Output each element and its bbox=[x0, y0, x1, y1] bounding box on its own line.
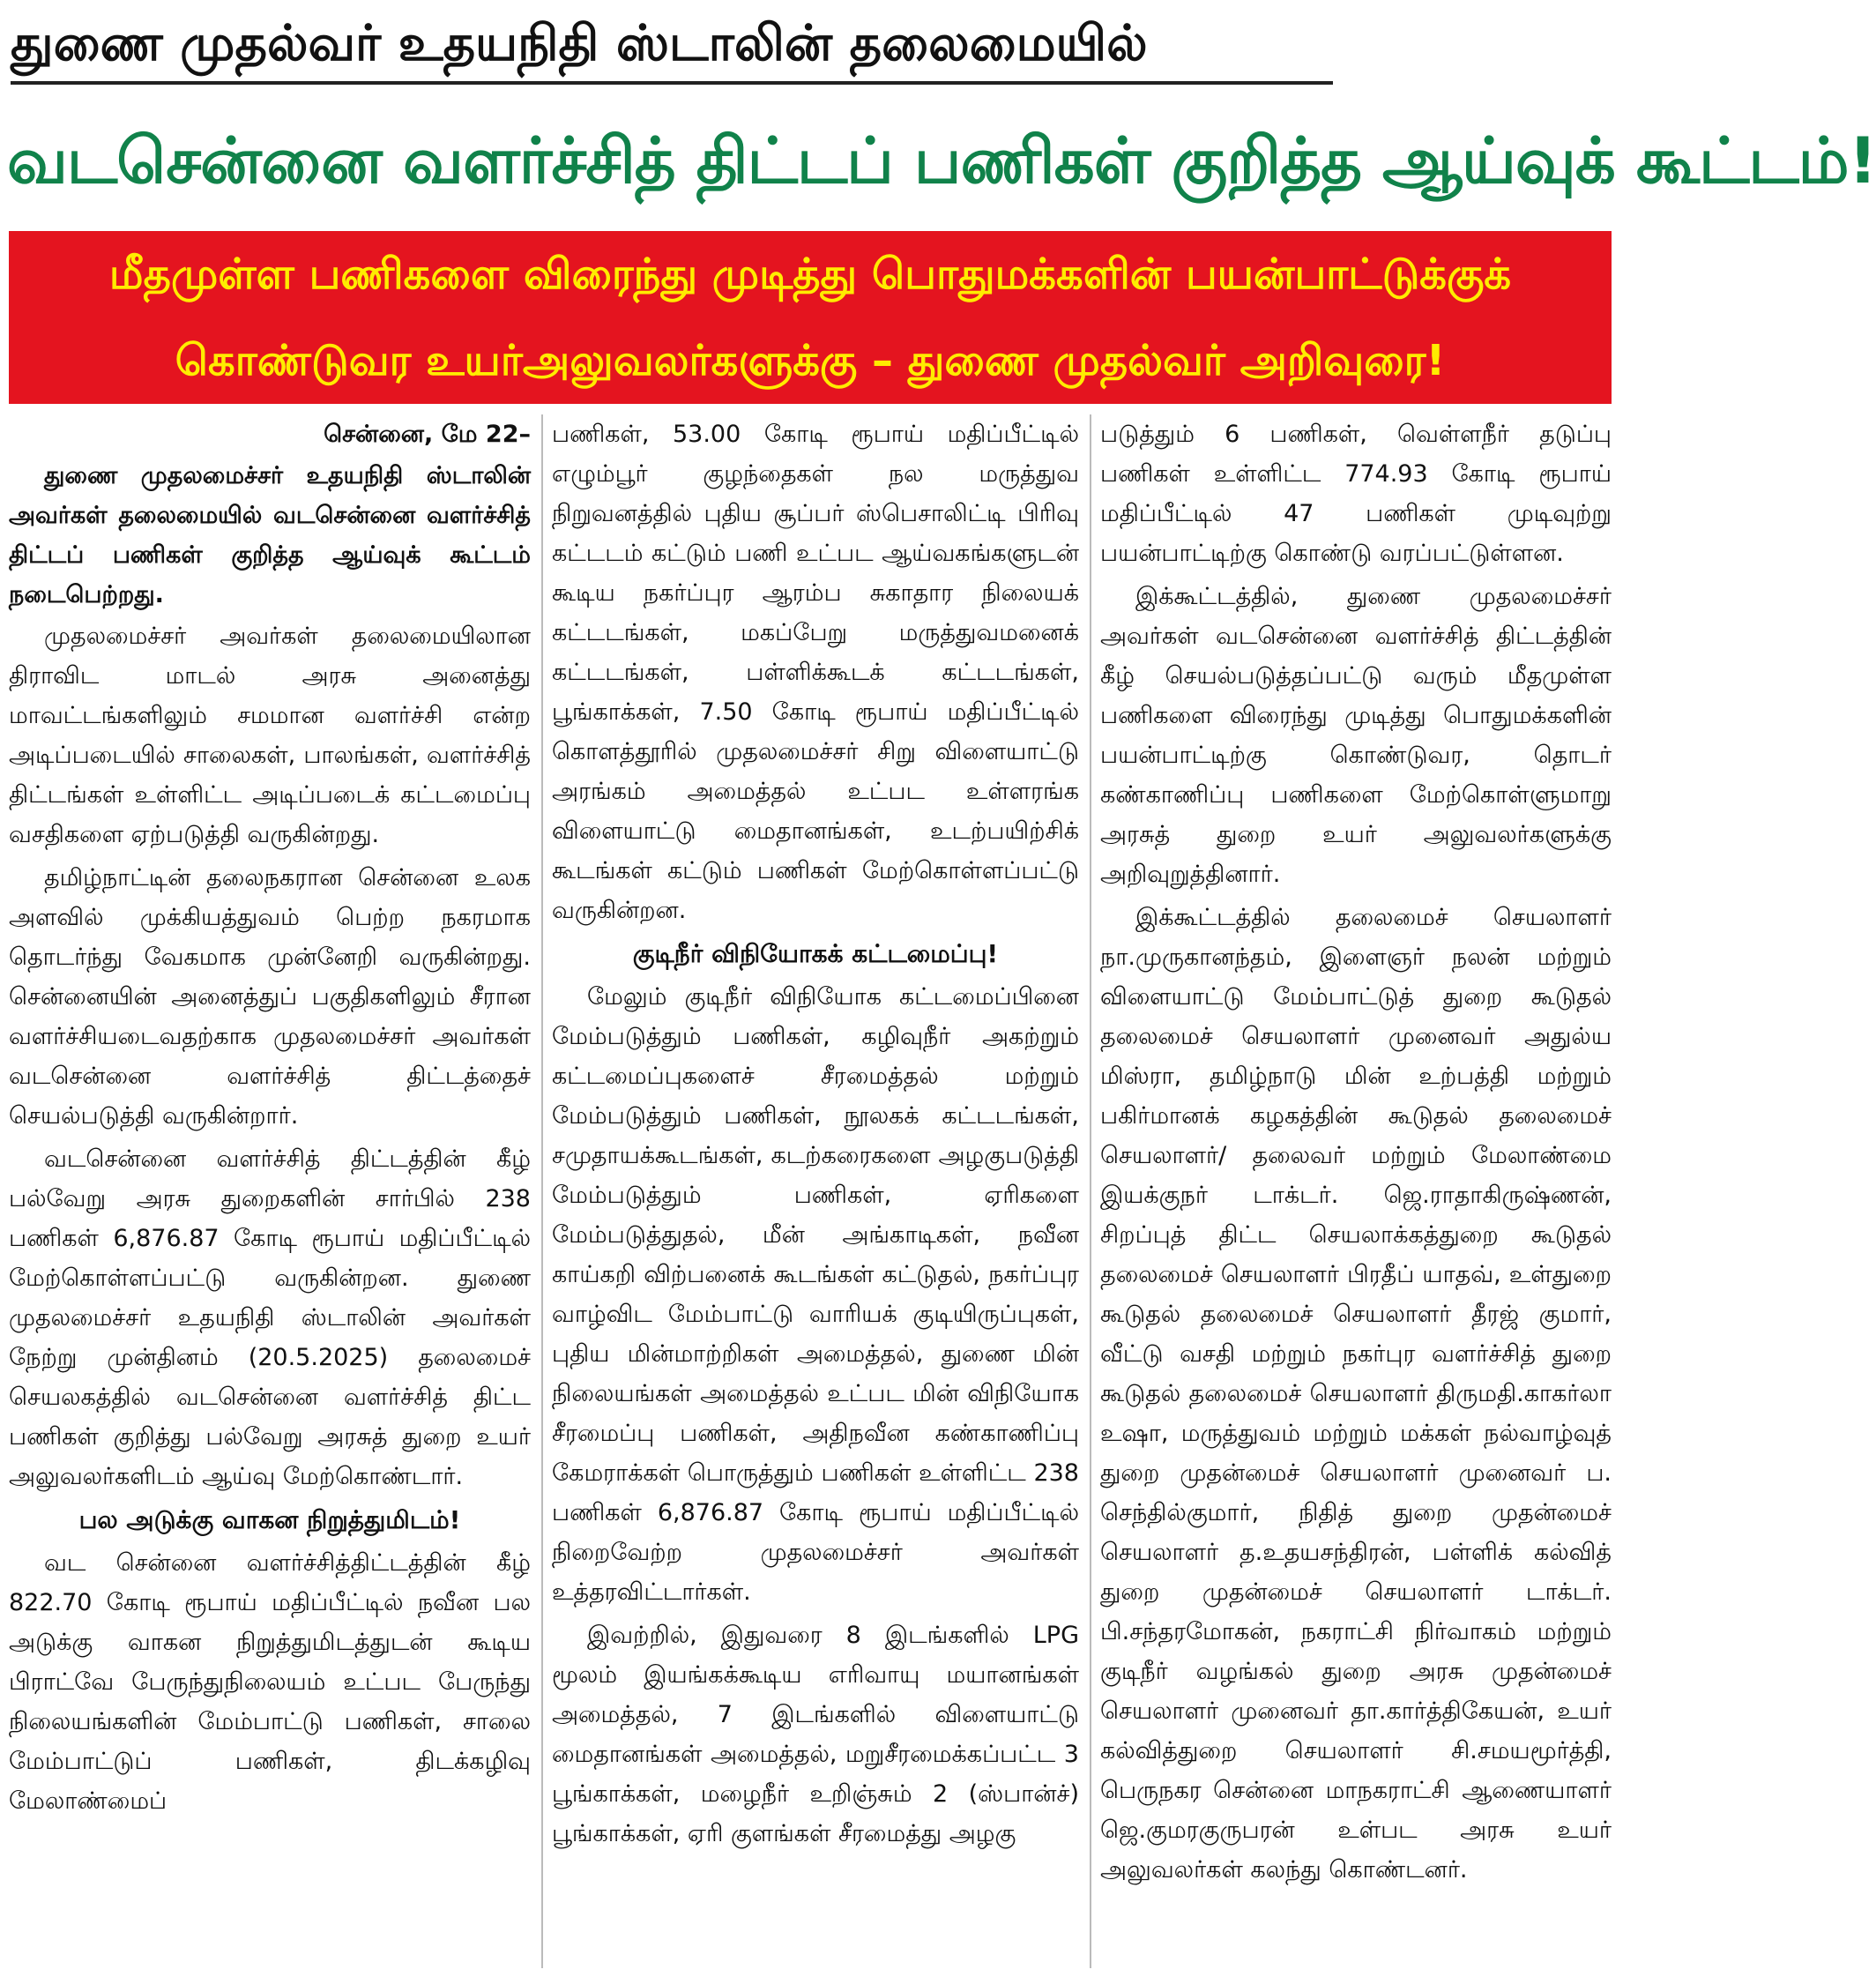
main-headline: வடசென்னை வளர்ச்சித் திட்டப் பணிகள் குறித்த ஆய்வுக் கூட்டம்! bbox=[7, 123, 1876, 198]
body-paragraph: படுத்தும் 6 பணிகள், வெள்ளநீர் தடுப்பு பணிகள் உள்ளிட்ட 774.93 கோடி ரூபாய் மதிப்பீட்டில் 47 பணிகள் முடிவுற்று பயன்பாட்டிற்கு கொண்டு வரப்பட்டுள்ளன. bbox=[1100, 421, 1612, 567]
body-paragraph: பணிகள், 53.00 கோடி ரூபாய் மதிப்பீட்டில் எழும்பூர் குழந்தைகள் நல மருத்துவ நிறுவனத்தில் புதிய சூப்பர் ஸ்பெசாலிட்டி பிரிவு கட்டடம் கட்டும் பணி உட்பட ஆய்வகங்களுடன் கூடிய நகர்ப்புர ஆரம்ப சுகாதார நிலையக் கட்டடங்கள், மகப்பேறு மருத்துவமனைக் கட்டடங்கள், பள்ளிக்கூடக் கட்டடங்கள், பூங்காக்கள், 7.50 கோடி ரூபாய் மதிப்பீட்டில் கொளத்தூரில் முதலமைச்சர் சிறு விளையாட்டு அரங்கம் அமைத்தல் உட்பட உள்ளரங்க விளையாட்டு மைதானங்கள், உடற்பயிற்சிக் கூடங்கள் கட்டும் பணிகள் மேற்கொள்ளப்பட்டு வருகின்றன. bbox=[552, 421, 1079, 924]
column-3 bbox=[1100, 414, 1612, 1968]
body-paragraph: மேலும் குடிநீர் விநியோக கட்டமைப்பினை மேம்படுத்தும் பணிகள், கழிவுநீர் அகற்றும் கட்டமைப்புகளைச் சீரமைத்தல் மற்றும் மேம்படுத்தும் பணிகள், நூலகக் கட்டடங்கள், சமுதாயக்கூடங்கள், கடற்கரைகளை அழகுபடுத்தி மேம்படுத்தும் பணிகள், ஏரிகளை மேம்படுத்துதல், மீன் அங்காடிகள், நவீன காய்கறி விற்பனைக் கூடங்கள் கட்டுதல், நகர்ப்புர வாழ்விட மேம்பாட்டு வாரியக் குடியிருப்புகள், புதிய மின்மாற்றிகள் அமைத்தல், துணை மின் நிலையங்கள் அமைத்தல் உட்பட மின் விநியோக சீரமைப்பு பணிகள், அதிநவீன கண்காணிப்பு கேமராக்கள் பொருத்தும் பணிகள் உள்ளிட்ட 238 பணிகள் 6,876.87 கோடி ரூபாய் மதிப்பீட்டில் நிறைவேற்ற முதலமைச்சர் அவர்கள் உத்தரவிட்டார்கள். bbox=[552, 983, 1079, 1606]
body-paragraph: இவற்றில், இதுவரை 8 இடங்களில் LPG மூலம் இயங்கக்கூடிய எரிவாயு மயானங்கள் அமைத்தல், 7 இடங்களில் விளையாட்டு மைதானங்கள் அமைத்தல், மறுசீரமைக்கப்பட்ட 3 பூங்காக்கள், மழைநீர் உறிஞ்சும் 2 (ஸ்பான்ச்) பூங்காக்கள், ஏரி குளங்கள் சீரமைத்து அழகு bbox=[552, 1622, 1079, 1847]
body-paragraph: இக்கூட்டத்தில், துணை முதலமைச்சர் அவர்கள் வடசென்னை வளர்ச்சித் திட்டத்தின் கீழ் செயல்படுத்தப்பட்டு வரும் மீதமுள்ள பணிகளை விரைந்து முடித்து பொதுமக்களின் பயன்பாட்டிற்கு கொண்டுவர, தொடர் கண்காணிப்பு பணிகளை மேற்கொள்ளுமாறு அரசுத் துறை உயர் அலுவலர்களுக்கு அறிவுறுத்தினார். bbox=[1100, 583, 1612, 888]
body-paragraph: வட சென்னை வளர்ச்சித்திட்டத்தின் கீழ் 822.70 கோடி ரூபாய் மதிப்பீட்டில் நவீன பல அடுக்கு வாகன நிறுத்துமிடத்துடன் கூடிய பிராட்வே பேருந்துநிலையம் உட்பட பேருந்து நிலையங்களின் மேம்பாட்டு பணிகள், சாலை மேம்பாட்டுப் பணிகள், திடக்கழிவு மேலாண்மைப் bbox=[9, 1549, 531, 1815]
body-paragraph: இக்கூட்டத்தில் தலைமைச் செயலாளர் நா.முருகானந்தம், இளைஞர் நலன் மற்றும் விளையாட்டு மேம்பாட்டுத் துறை கூடுதல் தலைமைச் செயலாளர் முனைவர் அதுல்ய மிஸ்ரா, தமிழ்நாடு மின் உற்பத்தி மற்றும் பகிர்மானக் கழகத்தின் கூடுதல் தலைமைச் செயலாளர்/ தலைவர் மற்றும் மேலாண்மை இயக்குநர் டாக்டர். ஜெ.ராதாகிருஷ்ணன், சிறப்புத் திட்ட செயலாக்கத்துறை கூடுதல் தலைமைச் செயலாளர் பிரதீப் யாதவ், உள்துறை கூடுதல் தலைமைச் செயலாளர் தீரஜ் குமார், வீட்டு வசதி மற்றும் நகர்புர வளர்ச்சித் துறை கூடுதல் தலைமைச் செயலாளர் திருமதி.காகர்லா உஷா, மருத்துவம் மற்றும் மக்கள் நல்வாழ்வுத் துறை முதன்மைச் செயலாளர் முனைவர் ப. செந்தில்குமார், நிதித் துறை முதன்மைச் செயலாளர் த.உதயசந்திரன், பள்ளிக் கல்வித் துறை முதன்மைச் செயலாளர் டாக்டர். பி.சந்தரமோகன், நகராட்சி நிர்வாகம் மற்றும் குடிநீர் வழங்கல் துறை அரசு முதன்மைச் செயலாளர் முனைவர் தா.கார்த்திகேயன், உயர் கல்வித்துறை செயலாளர் சி.சமயமூர்த்தி, பெருநகர சென்னை மாநகராட்சி ஆணையாளர் ஜெ.குமரகுருபரன் உள்பட அரசு உயர் அலுவலர்கள் கலந்து கொண்டனர். bbox=[1100, 904, 1612, 1884]
subheading: குடிநீர் விநியோகக் கட்டமைப்பு! bbox=[632, 939, 999, 968]
deck-banner bbox=[9, 231, 1612, 404]
body-paragraph: வடசென்னை வளர்ச்சித் திட்டத்தின் கீழ் பல்வேறு அரசு துறைகளின் சார்பில் 238 பணிகள் 6,876.87 கோடி ரூபாய் மதிப்பீட்டில் மேற்கொள்ளப்பட்டு வருகின்றன. துணை முதலமைச்சர் உதயநிதி ஸ்டாலின் அவர்கள் நேற்று முன்தினம் (20.5.2025) தலைமைச் செயலகத்தில் வடசென்னை வளர்ச்சித் திட்ட பணிகள் குறித்து பல்வேறு அரசுத் துறை உயர் அலுவலர்களிடம் ஆய்வு மேற்கொண்டார். bbox=[9, 1145, 531, 1490]
dateline: சென்னை, மே 22– bbox=[324, 421, 531, 448]
subheading: பல அடுக்கு வாகன நிறுத்துமிடம்! bbox=[78, 1505, 461, 1534]
deck-line-2: கொண்டுவர உயர்அலுவலர்களுக்கு – துணை முதல்வர் அறிவுரை! bbox=[175, 336, 1446, 385]
article-columns bbox=[9, 414, 1612, 1968]
deck-line-1: மீதமுள்ள பணிகளை விரைந்து முடித்து பொதுமக்களின் பயன்பாட்டுக்குக் bbox=[108, 250, 1512, 299]
column-divider bbox=[541, 414, 543, 1968]
column-2 bbox=[552, 414, 1079, 1968]
body-paragraph: முதலமைச்சர் அவர்கள் தலைமையிலான திராவிட மாடல் அரசு அனைத்து மாவட்டங்களிலும் சமமான வளர்ச்சி என்ற அடிப்படையில் சாலைகள், பாலங்கள், வளர்ச்சித் திட்டங்கள் உள்ளிட்ட அடிப்படைக் கட்டமைப்பு வசதிகளை ஏற்படுத்தி வருகின்றது. bbox=[9, 623, 531, 848]
lead-paragraph: துணை முதலமைச்சர் உதயநிதி ஸ்டாலின் அவர்கள் தலைமையில் வடசென்னை வளர்ச்சித் திட்டப் பணிகள் குறித்த ஆய்வுக் கூட்டம் நடைபெற்றது. bbox=[9, 462, 531, 608]
column-divider bbox=[1090, 414, 1091, 1968]
column-1 bbox=[9, 414, 531, 1968]
body-paragraph: தமிழ்நாட்டின் தலைநகரான சென்னை உலக அளவில் முக்கியத்துவம் பெற்ற நகரமாக தொடர்ந்து வேகமாக முன்னேறி வருகின்றது. சென்னையின் அனைத்துப் பகுதிகளிலும் சீரான வளர்ச்சியடைவதற்காக முதலமைச்சர் அவர்கள் வடசென்னை வளர்ச்சித் திட்டத்தைச் செயல்படுத்தி வருகின்றார். bbox=[9, 864, 531, 1130]
kicker-line: துணை முதல்வர் உதயநிதி ஸ்டாலின் தலைமையில் bbox=[11, 15, 1148, 72]
kicker-underline bbox=[11, 81, 1333, 85]
